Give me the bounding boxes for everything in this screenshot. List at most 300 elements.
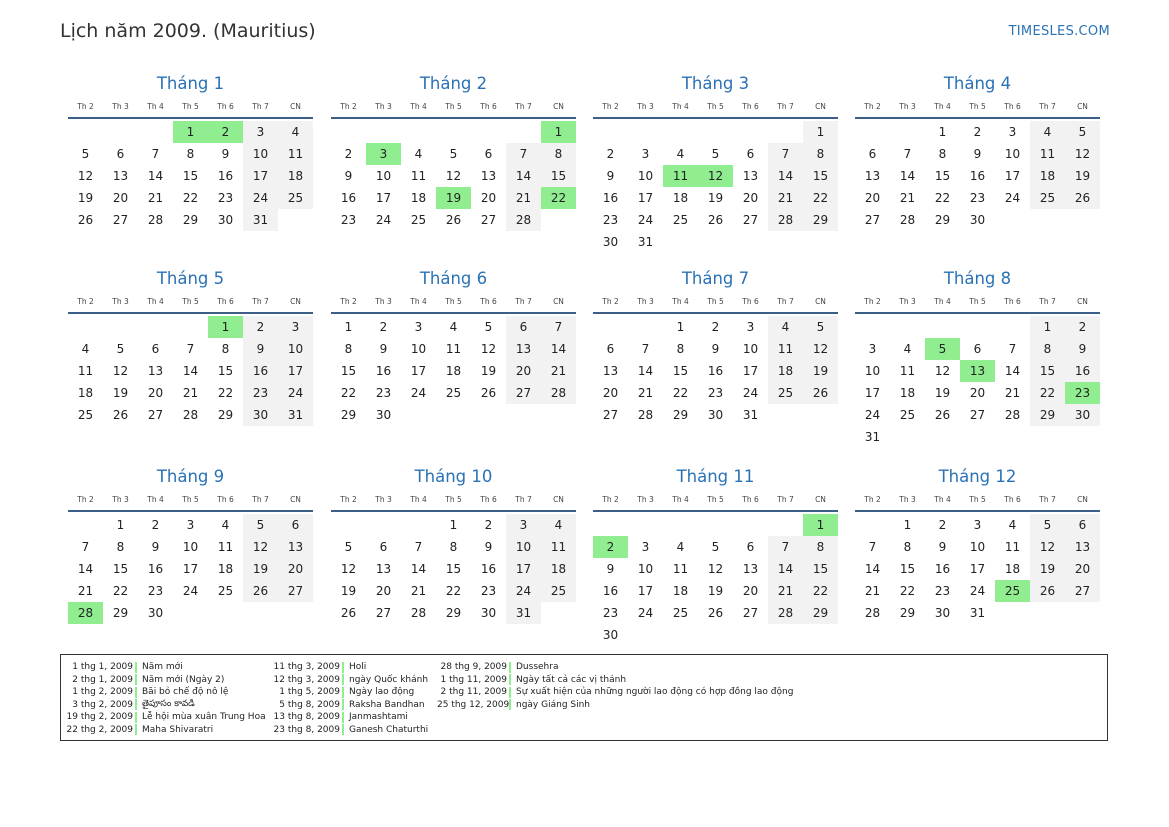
holiday-day-cell: 11 — [663, 165, 698, 187]
day-cell: 8 — [903, 540, 912, 554]
day-cell: 24 — [637, 213, 654, 227]
empty-day-cell — [995, 426, 1030, 448]
week-row — [331, 602, 576, 624]
day-cell: 31 — [969, 606, 986, 620]
day-cell: 9 — [606, 169, 615, 183]
day-cell: 7 — [506, 143, 541, 165]
day-cell: 23 — [243, 382, 278, 404]
day-cell: 21 — [1004, 386, 1021, 400]
holiday-day-cell: 12 — [698, 165, 733, 187]
day-cell: 10 — [410, 342, 427, 356]
empty-day-cell — [506, 404, 541, 426]
weekday-label: Th 4 — [934, 297, 951, 306]
week-row — [68, 316, 313, 338]
legend-marker — [342, 712, 344, 723]
weekday-header — [593, 493, 838, 507]
day-cell: 10 — [506, 536, 541, 558]
legend-holiday-name: Ganesh Chaturthi — [349, 724, 429, 735]
day-cell: 8 — [676, 342, 685, 356]
week-row — [855, 514, 1100, 536]
legend-row — [63, 711, 266, 723]
legend-holiday-name: ngày Quốc khánh — [349, 674, 429, 685]
week-row — [68, 143, 313, 165]
empty-day-cell — [366, 514, 401, 536]
holiday-day-cell: 28 — [68, 602, 103, 624]
day-cell: 24 — [1004, 191, 1021, 205]
legend-row — [437, 686, 793, 698]
week-row — [331, 121, 576, 143]
weekday-label: Th 2 — [602, 102, 619, 111]
holiday-day-cell: 13 — [960, 360, 995, 382]
day-cell: 8 — [803, 536, 838, 558]
day-cell: 27 — [375, 606, 392, 620]
month-block — [68, 73, 313, 231]
day-cell: 26 — [112, 408, 129, 422]
day-cell: 17 — [1004, 169, 1021, 183]
day-cell: 18 — [672, 584, 689, 598]
day-cell: 25 — [672, 213, 689, 227]
month-name: Tháng 2 — [419, 74, 488, 93]
empty-day-cell — [1030, 426, 1065, 448]
empty-day-cell — [593, 121, 628, 143]
day-cell: 13 — [602, 364, 619, 378]
day-cell: 2 — [606, 147, 615, 161]
legend-row — [63, 724, 213, 736]
weekday-label: Th 4 — [672, 102, 689, 111]
day-cell: 16 — [375, 364, 392, 378]
day-cell: 3 — [868, 342, 877, 356]
empty-day-cell — [803, 624, 838, 646]
legend-row — [270, 674, 428, 686]
empty-day-cell — [663, 231, 698, 253]
day-cell: 24 — [182, 584, 199, 598]
week-row — [593, 624, 838, 646]
day-cell: 9 — [1065, 338, 1100, 360]
day-cell: 8 — [186, 147, 195, 161]
weekday-label: Th 5 — [182, 102, 199, 111]
day-cell: 8 — [803, 143, 838, 165]
holiday-day-cell: 19 — [436, 187, 471, 209]
empty-day-cell — [803, 404, 838, 426]
day-cell: 27 — [480, 213, 497, 227]
day-cell: 23 — [934, 584, 951, 598]
day-cell: 11 — [445, 342, 462, 356]
empty-day-cell — [401, 404, 436, 426]
day-cell: 27 — [969, 408, 986, 422]
day-cell: 30 — [602, 235, 619, 249]
day-cell: 10 — [969, 540, 986, 554]
holiday-day-cell: 2 — [593, 536, 628, 558]
day-cell: 21 — [768, 580, 803, 602]
day-cell: 12 — [445, 169, 462, 183]
day-cell: 2 — [151, 518, 160, 532]
month-block — [855, 466, 1100, 624]
legend-holiday-name: Sự xuất hiện của những người lao động có hợp đồng lao động — [516, 687, 794, 697]
week-row — [855, 338, 1100, 360]
day-cell: 20 — [147, 386, 164, 400]
empty-day-cell — [331, 514, 366, 536]
day-cell: 14 — [541, 338, 576, 360]
week-row — [593, 165, 838, 187]
day-cell: 12 — [934, 364, 951, 378]
day-cell: 7 — [81, 540, 90, 554]
legend-row — [437, 699, 590, 711]
day-cell: 13 — [742, 562, 759, 576]
week-row — [593, 558, 838, 580]
day-cell: 1 — [938, 125, 947, 139]
day-cell: 4 — [414, 147, 423, 161]
day-cell: 18 — [77, 386, 94, 400]
day-cell: 4 — [676, 147, 685, 161]
day-cell: 7 — [641, 342, 650, 356]
weekday-label: Th 6 — [742, 102, 759, 111]
holiday-legend — [60, 654, 1108, 741]
legend-marker — [135, 674, 137, 685]
empty-day-cell — [436, 121, 471, 143]
day-cell: 31 — [637, 235, 654, 249]
day-cell: 1 — [344, 320, 353, 334]
day-cell: 12 — [112, 364, 129, 378]
week-row — [331, 165, 576, 187]
empty-day-cell — [698, 624, 733, 646]
legend-date: 28 thg 9, 2009 — [440, 662, 507, 672]
day-cell: 4 — [541, 514, 576, 536]
day-cell: 14 — [768, 165, 803, 187]
day-cell: 27 — [506, 382, 541, 404]
day-cell: 9 — [938, 540, 947, 554]
empty-day-cell — [138, 316, 173, 338]
empty-day-cell — [628, 316, 663, 338]
day-cell: 1 — [803, 121, 838, 143]
day-cell: 11 — [77, 364, 94, 378]
day-cell: 20 — [1065, 558, 1100, 580]
legend-date: 22 thg 2, 2009 — [66, 724, 133, 735]
day-cell: 30 — [1065, 404, 1100, 426]
day-cell: 3 — [506, 514, 541, 536]
weekday-label: Th 6 — [1004, 495, 1021, 504]
empty-day-cell — [208, 602, 243, 624]
day-cell: 29 — [112, 606, 129, 620]
day-cell: 14 — [77, 562, 94, 576]
week-row — [593, 209, 838, 231]
day-cell: 19 — [707, 584, 724, 598]
weekday-label: Th 6 — [1004, 102, 1021, 111]
week-row — [855, 187, 1100, 209]
day-cell: 3 — [641, 540, 650, 554]
day-cell: 6 — [1065, 514, 1100, 536]
day-cell: 24 — [278, 382, 313, 404]
weekday-label: Th 6 — [1004, 297, 1021, 306]
month-name: Tháng 5 — [156, 269, 225, 288]
day-cell: 24 — [864, 408, 881, 422]
weekday-label: Th 3 — [899, 102, 916, 111]
weekday-label: Th 2 — [864, 297, 881, 306]
weekday-label: Th 3 — [375, 495, 392, 504]
week-row — [68, 209, 313, 231]
day-cell: 8 — [116, 540, 125, 554]
day-cell: 25 — [899, 408, 916, 422]
week-row — [593, 143, 838, 165]
day-cell: 7 — [768, 143, 803, 165]
day-cell: 10 — [637, 169, 654, 183]
day-cell: 6 — [868, 147, 877, 161]
legend-date: 1 thg 2, 2009 — [72, 687, 133, 697]
legend-marker — [342, 699, 344, 710]
weekday-label: Th 5 — [707, 102, 724, 111]
day-cell: 4 — [221, 518, 230, 532]
day-cell: 19 — [340, 584, 357, 598]
legend-date: 13 thg 8, 2009 — [273, 712, 340, 722]
weekday-label: CN — [1077, 495, 1088, 504]
day-cell: 9 — [221, 147, 230, 161]
weekday-label: Th 2 — [77, 297, 94, 306]
month-block — [331, 268, 576, 426]
day-cell: 21 — [77, 584, 94, 598]
day-cell: 16 — [243, 360, 278, 382]
day-cell: 21 — [410, 584, 427, 598]
day-cell: 15 — [672, 364, 689, 378]
day-cell: 28 — [410, 606, 427, 620]
day-cell: 6 — [746, 540, 755, 554]
month-name: Tháng 6 — [419, 269, 488, 288]
day-cell: 5 — [1065, 121, 1100, 143]
day-cell: 9 — [379, 342, 388, 356]
empty-day-cell — [541, 209, 576, 231]
week-row — [331, 382, 576, 404]
weekday-label: Th 5 — [445, 297, 462, 306]
day-cell: 29 — [803, 209, 838, 231]
weekday-label: Th 5 — [182, 297, 199, 306]
month-block — [68, 466, 313, 624]
weekday-header — [68, 100, 313, 114]
legend-date: 3 thg 2, 2009 — [72, 699, 133, 710]
legend-marker — [342, 687, 344, 698]
empty-day-cell — [331, 121, 366, 143]
empty-day-cell — [278, 602, 313, 624]
day-cell: 29 — [899, 606, 916, 620]
day-cell: 26 — [243, 580, 278, 602]
day-cell: 7 — [541, 316, 576, 338]
weekday-label: Th 4 — [147, 495, 164, 504]
day-cell: 10 — [243, 143, 278, 165]
weekday-label: Th 6 — [742, 495, 759, 504]
day-cell: 22 — [803, 580, 838, 602]
day-cell: 27 — [1065, 580, 1100, 602]
day-cell: 22 — [1030, 382, 1065, 404]
weekday-label: Th 3 — [375, 297, 392, 306]
empty-day-cell — [768, 121, 803, 143]
day-cell: 6 — [379, 540, 388, 554]
day-cell: 28 — [1004, 408, 1021, 422]
day-cell: 11 — [217, 540, 234, 554]
day-cell: 28 — [864, 606, 881, 620]
legend-holiday-name: Janmashtami — [349, 712, 408, 722]
day-cell: 20 — [742, 584, 759, 598]
weekday-label: Th 3 — [899, 297, 916, 306]
day-cell: 24 — [506, 580, 541, 602]
day-cell: 7 — [868, 540, 877, 554]
day-cell: 9 — [484, 540, 493, 554]
day-cell: 6 — [484, 147, 493, 161]
day-cell: 13 — [147, 364, 164, 378]
weekday-label: Th 2 — [340, 495, 357, 504]
week-row — [855, 209, 1100, 231]
day-cell: 10 — [182, 540, 199, 554]
week-row — [68, 121, 313, 143]
brand-link[interactable]: TIMESLES.COM — [1008, 24, 1110, 39]
empty-day-cell — [733, 514, 768, 536]
day-cell: 29 — [934, 213, 951, 227]
legend-row — [270, 724, 428, 736]
day-cell: 20 — [278, 558, 313, 580]
day-cell: 25 — [77, 408, 94, 422]
day-cell: 24 — [969, 584, 986, 598]
day-cell: 30 — [707, 408, 724, 422]
week-row — [331, 187, 576, 209]
day-cell: 16 — [147, 562, 164, 576]
empty-day-cell — [768, 231, 803, 253]
day-cell: 14 — [147, 169, 164, 183]
day-cell: 1 — [676, 320, 685, 334]
day-cell: 11 — [278, 143, 313, 165]
weekday-label: Th 3 — [112, 495, 129, 504]
day-cell: 12 — [77, 169, 94, 183]
day-cell: 12 — [803, 338, 838, 360]
day-cell: 18 — [1004, 562, 1021, 576]
day-cell: 4 — [449, 320, 458, 334]
month-name: Tháng 10 — [414, 467, 493, 486]
empty-day-cell — [995, 602, 1030, 624]
day-cell: 31 — [278, 404, 313, 426]
month-divider — [331, 117, 576, 119]
legend-marker — [342, 674, 344, 685]
day-cell: 11 — [1030, 143, 1065, 165]
day-cell: 26 — [707, 213, 724, 227]
day-cell: 15 — [934, 169, 951, 183]
weekday-label: Th 7 — [1039, 102, 1056, 111]
empty-day-cell — [593, 514, 628, 536]
empty-day-cell — [1030, 602, 1065, 624]
empty-day-cell — [1065, 426, 1100, 448]
day-cell: 13 — [506, 338, 541, 360]
weekday-label: Th 5 — [969, 297, 986, 306]
weekday-label: Th 4 — [147, 102, 164, 111]
weekday-label: CN — [815, 297, 826, 306]
weekday-label: Th 7 — [252, 495, 269, 504]
legend-date: 19 thg 2, 2009 — [66, 712, 133, 722]
day-cell: 31 — [864, 430, 881, 444]
day-cell: 17 — [637, 191, 654, 205]
day-cell: 5 — [711, 540, 720, 554]
day-cell: 17 — [742, 364, 759, 378]
day-cell: 15 — [182, 169, 199, 183]
legend-row — [437, 674, 626, 686]
day-cell: 31 — [742, 408, 759, 422]
empty-day-cell — [733, 121, 768, 143]
day-cell: 27 — [147, 408, 164, 422]
empty-day-cell — [401, 514, 436, 536]
weekday-label: Th 4 — [147, 297, 164, 306]
weekday-label: Th 4 — [672, 495, 689, 504]
month-divider — [855, 510, 1100, 512]
day-cell: 15 — [217, 364, 234, 378]
week-row — [593, 121, 838, 143]
day-cell: 22 — [899, 584, 916, 598]
day-cell: 9 — [606, 562, 615, 576]
empty-day-cell — [173, 316, 208, 338]
legend-marker — [509, 699, 511, 710]
legend-row — [270, 661, 366, 673]
day-cell: 15 — [1030, 360, 1065, 382]
legend-holiday-name: Ngày lao động — [349, 687, 415, 697]
day-cell: 7 — [186, 342, 195, 356]
day-cell: 30 — [147, 606, 164, 620]
month-block — [593, 73, 838, 253]
day-cell: 17 — [506, 558, 541, 580]
day-cell: 18 — [672, 191, 689, 205]
day-cell: 23 — [969, 191, 986, 205]
legend-holiday-name: Holi — [349, 662, 367, 672]
day-cell: 17 — [969, 562, 986, 576]
day-cell: 19 — [112, 386, 129, 400]
weekday-label: Th 2 — [864, 102, 881, 111]
empty-day-cell — [890, 426, 925, 448]
day-cell: 21 — [147, 191, 164, 205]
day-cell: 16 — [969, 169, 986, 183]
week-row — [68, 187, 313, 209]
month-divider — [331, 312, 576, 314]
day-cell: 16 — [934, 562, 951, 576]
week-row — [68, 602, 313, 624]
day-cell: 12 — [1030, 536, 1065, 558]
day-cell: 4 — [1030, 121, 1065, 143]
week-row — [331, 536, 576, 558]
day-cell: 17 — [864, 386, 881, 400]
day-cell: 24 — [637, 606, 654, 620]
day-cell: 2 — [344, 147, 353, 161]
week-row — [855, 143, 1100, 165]
day-cell: 29 — [182, 213, 199, 227]
day-cell: 3 — [641, 147, 650, 161]
day-cell: 14 — [864, 562, 881, 576]
empty-day-cell — [663, 121, 698, 143]
empty-day-cell — [768, 404, 803, 426]
day-cell: 4 — [1008, 518, 1017, 532]
week-row — [593, 382, 838, 404]
day-cell: 22 — [803, 187, 838, 209]
day-cell: 20 — [375, 584, 392, 598]
day-cell: 18 — [1030, 165, 1065, 187]
day-cell: 13 — [480, 169, 497, 183]
weekday-label: Th 7 — [777, 495, 794, 504]
day-cell: 28 — [899, 213, 916, 227]
day-cell: 25 — [410, 213, 427, 227]
legend-date: 2 thg 11, 2009 — [440, 687, 507, 697]
day-cell: 6 — [278, 514, 313, 536]
day-cell: 16 — [602, 584, 619, 598]
day-cell: 20 — [742, 191, 759, 205]
weekday-label: Th 3 — [112, 102, 129, 111]
day-cell: 20 — [112, 191, 129, 205]
weekday-label: Th 3 — [375, 102, 392, 111]
day-cell: 2 — [973, 125, 982, 139]
day-cell: 17 — [410, 364, 427, 378]
day-cell: 5 — [344, 540, 353, 554]
day-cell: 22 — [340, 386, 357, 400]
legend-holiday-name: Raksha Bandhan — [349, 699, 425, 710]
day-cell: 10 — [864, 364, 881, 378]
weekday-label: Th 7 — [515, 495, 532, 504]
